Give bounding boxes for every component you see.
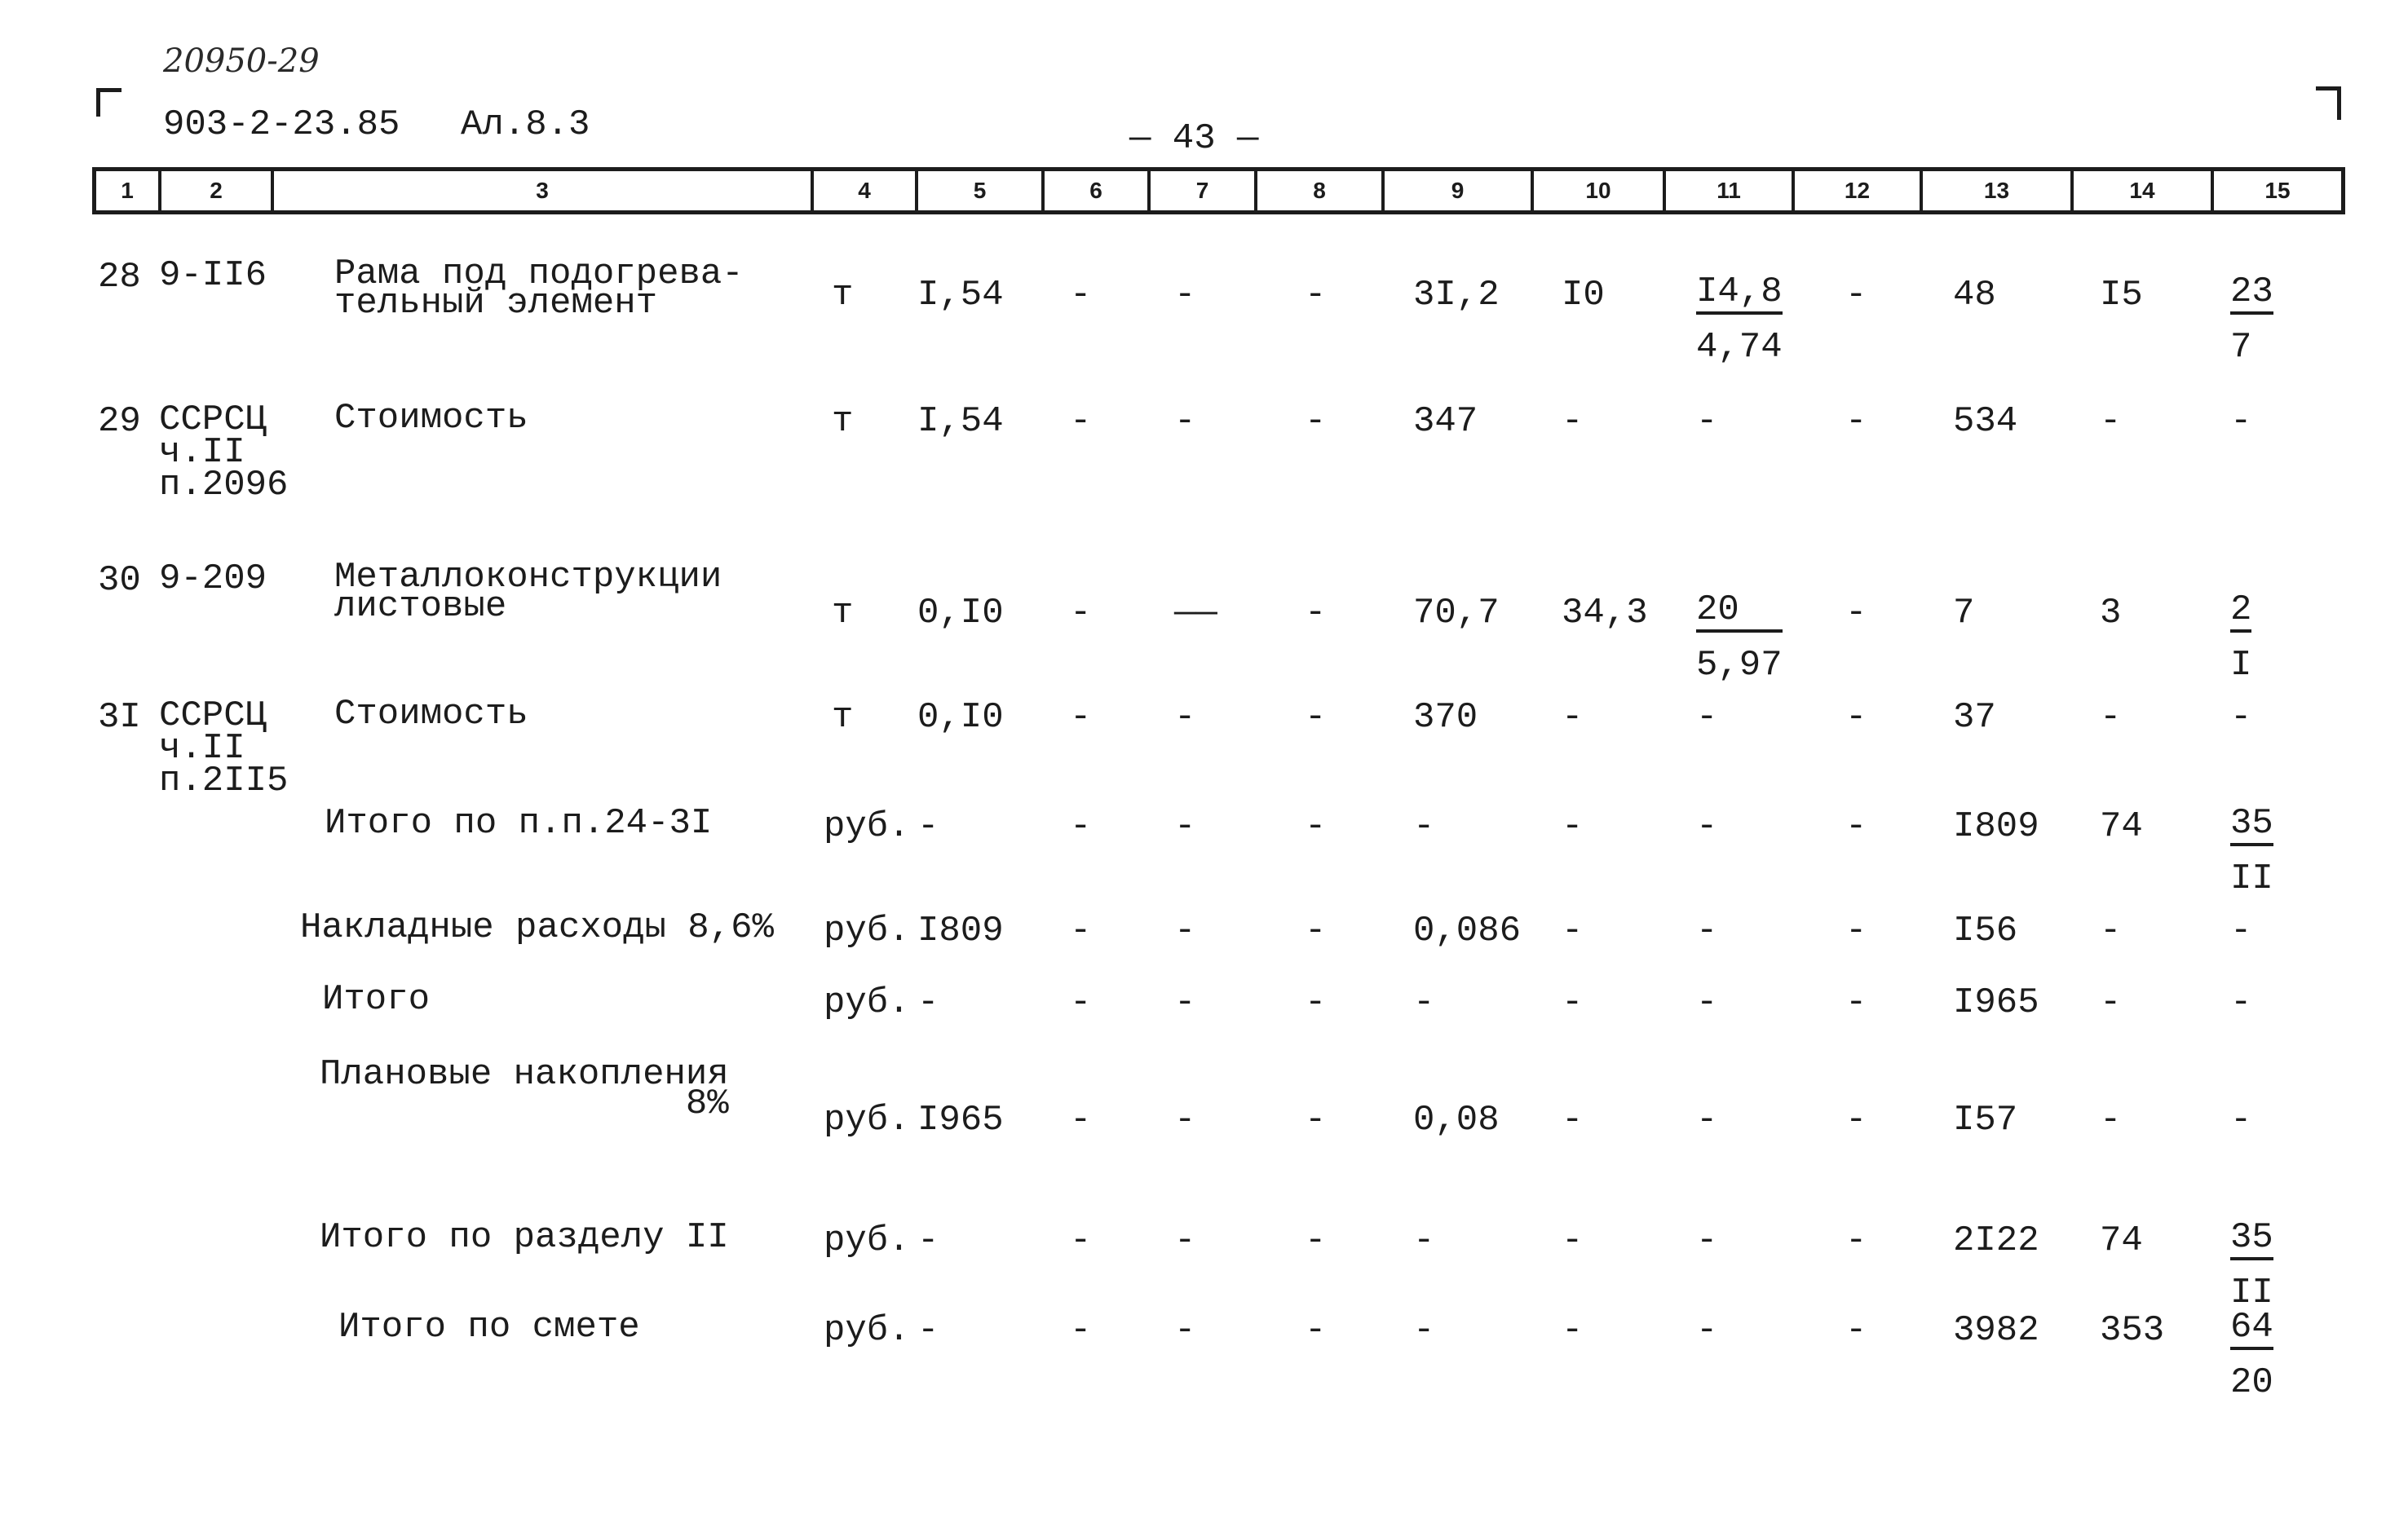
- value-c11: -: [1696, 1310, 1718, 1351]
- column-number-15: 15: [2264, 178, 2291, 203]
- value-c15-denominator: I: [2230, 645, 2252, 686]
- value-c10: -: [1562, 982, 1584, 1023]
- row-number: 28: [98, 257, 141, 298]
- value-c15: [2230, 271, 2273, 368]
- column-number-9: 9: [1385, 171, 1534, 210]
- value-c10: -: [1562, 697, 1584, 738]
- item-description: Рама под подогрева- тельный элемент: [334, 254, 744, 324]
- value-c12: -: [1845, 911, 1867, 951]
- value-c15-denominator: 20: [2230, 1362, 2273, 1403]
- value-c9: 3I,2: [1413, 275, 1500, 316]
- value-c6: -: [1070, 401, 1092, 442]
- column-number-8: 8: [1257, 171, 1385, 210]
- value-c5: 0,I0: [917, 697, 1004, 738]
- unit: руб.: [824, 982, 910, 1023]
- project-code: 903-2-23.85: [163, 104, 400, 145]
- value-c15-numerator: 35: [2230, 1220, 2273, 1260]
- value-c15-numerator: 35: [2230, 805, 2273, 846]
- value-c5: -: [917, 806, 939, 847]
- value-c8: -: [1305, 911, 1327, 951]
- column-number-11: 11: [1666, 171, 1795, 210]
- value-c7: -: [1174, 982, 1196, 1023]
- value-c5: I,54: [917, 275, 1004, 316]
- unit: руб.: [824, 1310, 910, 1351]
- value-c6: -: [1070, 911, 1092, 951]
- value-c15: -: [2230, 401, 2252, 442]
- value-c9: -: [1413, 806, 1435, 847]
- value-c11-denominator: 5,97: [1696, 645, 1783, 686]
- value-c8: -: [1305, 401, 1327, 442]
- value-c15-denominator: 7: [2230, 327, 2252, 368]
- column-number-1: 1: [96, 171, 161, 210]
- value-c8: -: [1305, 1100, 1327, 1141]
- value-c7: ——: [1174, 593, 1217, 633]
- unit: руб.: [824, 806, 910, 847]
- value-c12: -: [1845, 982, 1867, 1023]
- value-c14: -: [2100, 911, 2122, 951]
- column-number-13: 13: [1923, 171, 2074, 210]
- value-c10: -: [1562, 1310, 1584, 1351]
- column-number-6: 6: [1045, 171, 1151, 210]
- value-c13: 7: [1953, 593, 1975, 633]
- value-c6: -: [1070, 697, 1092, 738]
- column-number-3: 3: [274, 171, 814, 210]
- value-c11: -: [1696, 911, 1718, 951]
- value-c11: -: [1696, 697, 1718, 738]
- value-c8: -: [1305, 806, 1327, 847]
- column-number-7: 7: [1151, 171, 1257, 210]
- column-number-12: 12: [1795, 171, 1923, 210]
- value-c11-numerator: I4,8: [1696, 274, 1783, 315]
- value-c11: [1696, 271, 1783, 368]
- value-c6: -: [1070, 593, 1092, 633]
- value-c15: -: [2230, 911, 2252, 951]
- value-c15: -: [2230, 1100, 2252, 1141]
- unit: руб.: [824, 911, 910, 951]
- value-c12: -: [1845, 401, 1867, 442]
- value-c15: [2230, 1309, 2273, 1401]
- item-code: 9-209: [159, 558, 267, 599]
- album-label: Ал.8.3: [461, 104, 590, 145]
- summary-label: Итого: [322, 979, 431, 1020]
- value-c5: 0,I0: [917, 593, 1004, 633]
- value-c13: 48: [1953, 275, 1996, 316]
- summary-label: Накладные расходы 8,6%: [300, 907, 774, 948]
- value-c13: 534: [1953, 401, 2018, 442]
- value-c13: 2I22: [1953, 1220, 2039, 1261]
- value-c6: -: [1070, 1100, 1092, 1141]
- value-c10: 34,3: [1562, 593, 1648, 633]
- value-c6: -: [1070, 806, 1092, 847]
- value-c11: -: [1696, 806, 1718, 847]
- unit: т: [832, 401, 854, 442]
- summary-label: Итого по смете: [338, 1307, 640, 1348]
- column-number-2: 2: [161, 171, 274, 210]
- value-c8: -: [1305, 982, 1327, 1023]
- value-c9: 0,086: [1413, 911, 1522, 951]
- item-description: Стоимость: [334, 694, 528, 735]
- value-c9: 70,7: [1413, 593, 1500, 633]
- value-c7: -: [1174, 1220, 1196, 1261]
- value-c11: -: [1696, 1100, 1718, 1141]
- value-c13: I56: [1953, 911, 2018, 951]
- value-c11: -: [1696, 1220, 1718, 1261]
- value-c10: I0: [1562, 275, 1605, 316]
- value-c14: -: [2100, 982, 2122, 1023]
- value-c14: -: [2100, 697, 2122, 738]
- summary-label: Плановые накопления 8%: [320, 1054, 729, 1124]
- column-number-5: 5: [918, 171, 1045, 210]
- value-c7: -: [1174, 401, 1196, 442]
- value-c8: -: [1305, 275, 1327, 316]
- unit: руб.: [824, 1100, 910, 1141]
- value-c11: -: [1696, 982, 1718, 1023]
- item-description: Стоимость: [334, 398, 528, 439]
- value-c7: -: [1174, 275, 1196, 316]
- value-c5: I965: [917, 1100, 1004, 1141]
- value-c8: -: [1305, 593, 1327, 633]
- value-c11: [1696, 589, 1783, 686]
- value-c15-numerator: 23: [2230, 274, 2273, 315]
- value-c15: [2230, 589, 2252, 686]
- value-c7: -: [1174, 1310, 1196, 1351]
- value-c15: [2230, 1217, 2273, 1313]
- row-number: 29: [98, 401, 141, 442]
- value-c15-numerator: 2: [2230, 592, 2251, 633]
- column-number-14: 14: [2074, 171, 2214, 210]
- value-c15-numerator: 64: [2230, 1309, 2273, 1350]
- value-c13: I809: [1953, 806, 2039, 847]
- value-c7: -: [1174, 1100, 1196, 1141]
- item-code: ССРСЦ ч.II п.2II5: [159, 695, 289, 801]
- value-c9: -: [1413, 982, 1435, 1023]
- value-c14: 74: [2100, 1220, 2143, 1261]
- summary-label: Итого по разделу II: [320, 1217, 729, 1258]
- value-c5: -: [917, 1310, 939, 1351]
- unit: т: [832, 593, 854, 633]
- value-c5: I,54: [917, 401, 1004, 442]
- value-c5: -: [917, 982, 939, 1023]
- unit: руб.: [824, 1220, 910, 1261]
- value-c15: -: [2230, 982, 2252, 1023]
- row-number: 3I: [98, 697, 141, 738]
- value-c15: [2230, 805, 2273, 897]
- value-c9: -: [1413, 1310, 1435, 1351]
- page-number: — 43 —: [1129, 118, 1259, 159]
- value-c10: -: [1562, 806, 1584, 847]
- unit: т: [832, 697, 854, 738]
- corner-mark-left: [96, 88, 122, 117]
- item-code: ССРСЦ ч.II п.2096: [159, 399, 289, 505]
- value-c13: I57: [1953, 1100, 2018, 1141]
- value-c5: I809: [917, 911, 1004, 951]
- unit: т: [832, 275, 854, 316]
- value-c12: -: [1845, 806, 1867, 847]
- value-c14: 3: [2100, 593, 2122, 633]
- value-c9: 347: [1413, 401, 1478, 442]
- value-c6: -: [1070, 982, 1092, 1023]
- value-c11-numerator: 20: [1696, 592, 1783, 633]
- row-number: 30: [98, 560, 141, 601]
- value-c14: I5: [2100, 275, 2143, 316]
- value-c6: -: [1070, 1310, 1092, 1351]
- value-c6: -: [1070, 275, 1092, 316]
- value-c12: -: [1845, 1220, 1867, 1261]
- value-c12: -: [1845, 593, 1867, 633]
- value-c8: -: [1305, 1220, 1327, 1261]
- value-c12: -: [1845, 1100, 1867, 1141]
- value-c11: -: [1696, 401, 1718, 442]
- value-c6: -: [1070, 1220, 1092, 1261]
- item-description: Металлоконструкции листовые: [334, 557, 722, 627]
- value-c9: 0,08: [1413, 1100, 1500, 1141]
- column-number-header: [92, 167, 2345, 214]
- value-c14: 74: [2100, 806, 2143, 847]
- value-c13: 37: [1953, 697, 1996, 738]
- value-c14: -: [2100, 1100, 2122, 1141]
- item-code: 9-II6: [159, 255, 267, 296]
- value-c13: 3982: [1953, 1310, 2039, 1351]
- value-c9: -: [1413, 1220, 1435, 1261]
- value-c15-denominator: II: [2230, 858, 2273, 899]
- value-c11-denominator: 4,74: [1696, 327, 1783, 368]
- value-c12: -: [1845, 1310, 1867, 1351]
- archive-number: 20950-29: [163, 42, 320, 80]
- value-c10: -: [1562, 911, 1584, 951]
- value-c9: 370: [1413, 697, 1478, 738]
- value-c14: -: [2100, 401, 2122, 442]
- value-c15: -: [2230, 697, 2252, 738]
- value-c10: -: [1562, 1100, 1584, 1141]
- column-number-10: 10: [1534, 171, 1666, 210]
- value-c8: -: [1305, 697, 1327, 738]
- value-c7: -: [1174, 911, 1196, 951]
- value-c13: I965: [1953, 982, 2039, 1023]
- value-c10: -: [1562, 1220, 1584, 1261]
- value-c12: -: [1845, 275, 1867, 316]
- value-c12: -: [1845, 697, 1867, 738]
- value-c8: -: [1305, 1310, 1327, 1351]
- summary-label: Итого по п.п.24-3I: [325, 803, 713, 844]
- value-c7: -: [1174, 806, 1196, 847]
- value-c5: -: [917, 1220, 939, 1261]
- value-c7: -: [1174, 697, 1196, 738]
- value-c15-denominator: II: [2230, 1273, 2273, 1313]
- column-number-4: 4: [814, 171, 918, 210]
- value-c10: -: [1562, 401, 1584, 442]
- corner-mark-right: [2316, 86, 2341, 120]
- value-c14: 353: [2100, 1310, 2165, 1351]
